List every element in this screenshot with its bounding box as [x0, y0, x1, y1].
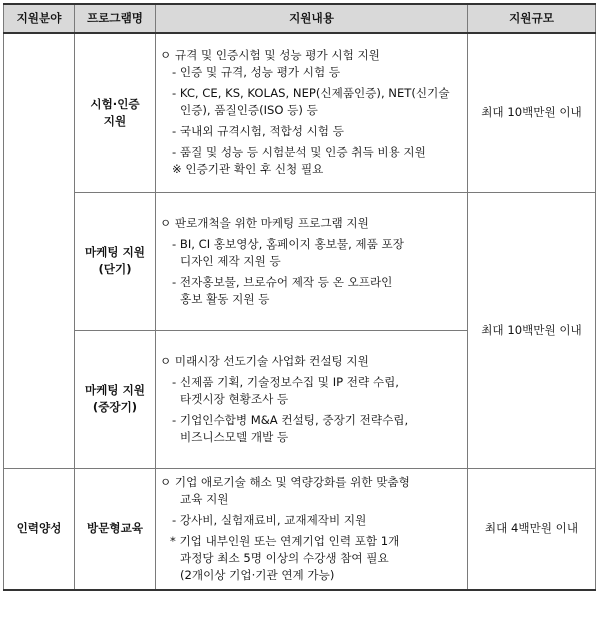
content-line: - 품질 및 성능 등 시험분석 및 인증 취득 비용 지원: [172, 145, 426, 160]
table-row: [4, 468, 596, 590]
scale-cell: 최대 4백만원 이내: [468, 468, 596, 590]
table-row: [4, 33, 596, 192]
content-line: - 기업인수합병 M&A 컨설팅, 중장기 전략수립,: [172, 412, 409, 427]
content-line: - 국내외 규격시험, 적합성 시험 등: [172, 124, 344, 139]
program-name: (단기): [98, 262, 132, 276]
program-cell: [75, 33, 156, 192]
content-line: 교육 지원: [180, 491, 229, 506]
field-cell-empty: [4, 33, 75, 468]
content-line: - BI, CI 홍보영상, 홈페이지 홍보물, 제품 포장: [172, 236, 404, 251]
program-name: 마케팅 지원: [84, 383, 146, 397]
scale-cell: 최대 10백만원 이내: [468, 33, 596, 192]
header-content: 지원내용: [156, 4, 468, 33]
field-cell: 인력양성: [4, 468, 75, 590]
content-line: ㅇ 기업 애로기술 해소 및 역량강화를 위한 맞춤형: [160, 474, 410, 489]
content-line: - 전자홍보물, 브로슈어 제작 등 온 오프라인: [172, 274, 393, 289]
content-line: ㅇ 규격 및 인증시험 및 성능 평가 시험 지원: [160, 48, 380, 63]
content-line: 홍보 활동 지원 등: [180, 291, 270, 306]
header-program: 프로그램명: [75, 4, 156, 33]
content-line: 인증), 품질인증(ISO 등) 등: [180, 103, 318, 118]
program-name: 마케팅 지원: [84, 245, 146, 259]
header-scale: 지원규모: [468, 4, 596, 33]
support-program-table: [3, 3, 596, 591]
content-line: ㅇ 미래시장 선도기술 사업화 컨설팅 지원: [160, 353, 369, 368]
content-line: 타겟시장 현황조사 등: [180, 391, 289, 406]
content-cell: [156, 330, 468, 468]
content-line: - 신제품 기획, 기술정보수집 및 IP 전략 수립,: [172, 374, 399, 389]
content-line: - KC, CE, KS, KOLAS, NEP(신제품인증), NET(신기술: [172, 86, 450, 101]
content-line: ※ 인증기관 확인 후 신청 필요: [172, 162, 324, 177]
program-name: (중장기): [92, 400, 138, 414]
header-field: 지원분야: [4, 4, 75, 33]
scale-cell: 최대 10백만원 이내: [468, 192, 596, 468]
content-line: 디자인 제작 지원 등: [180, 253, 281, 268]
content-cell: [156, 468, 468, 590]
content-line: (2개이상 기업·기관 연계 가능): [180, 567, 335, 582]
content-line: * 기업 내부인원 또는 연계기업 인력 포함 1개: [170, 533, 400, 548]
content-cell: [156, 33, 468, 192]
content-cell: [156, 192, 468, 330]
program-cell: [75, 468, 156, 590]
program-name: 방문형교육: [87, 521, 143, 536]
table-row: [4, 192, 596, 330]
program-name: 시험·인증: [90, 96, 140, 111]
program-name: 지원: [103, 113, 127, 128]
content-line: - 강사비, 실험재료비, 교재제작비 지원: [172, 512, 367, 527]
program-cell: [75, 192, 156, 330]
content-line: - 인증 및 규격, 성능 평가 시험 등: [172, 65, 341, 80]
program-cell: [75, 330, 156, 468]
content-line: 비즈니스모델 개발 등: [180, 429, 289, 444]
content-line: ㅇ 판로개척을 위한 마케팅 프로그램 지원: [160, 215, 369, 230]
table-header-row: [4, 4, 596, 33]
content-line: 과정당 최소 5명 이상의 수강생 참여 필요: [180, 550, 389, 565]
